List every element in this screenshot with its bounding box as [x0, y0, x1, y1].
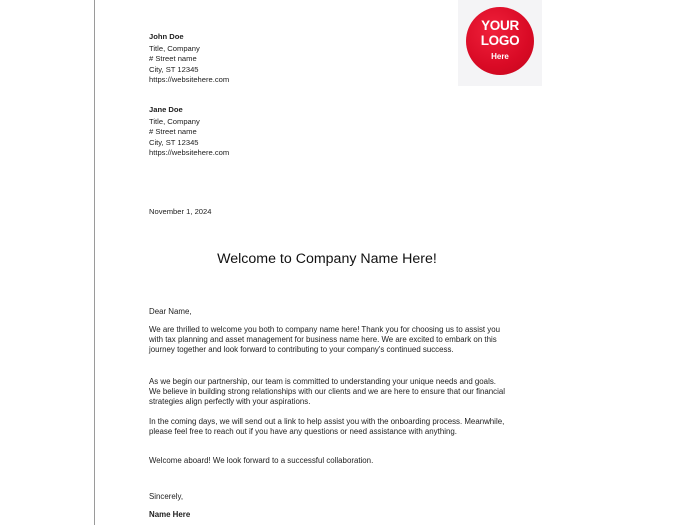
- paragraph-2: As we begin our partnership, our team is committed to understanding your unique needs and goals. We believe in building strong relationships with our clients and we are here to ensure that our financial strategies align perfectly with your aspirations.: [149, 377, 506, 407]
- recipient-title: Title, Company: [149, 116, 200, 126]
- recipient-website: https://websitehere.com: [149, 148, 230, 158]
- sender-website: https://websitehere.com: [149, 75, 230, 85]
- logo-line-3: Here: [491, 52, 509, 61]
- recipient-name: Jane Doe: [149, 105, 183, 114]
- paragraph-1: We are thrilled to welcome you both to company name here! Thank you for choosing us to assist you with tax planning and asset management for business name here. We are excited to embark on this journey together and look forward to contributing to your company's continued success.: [149, 325, 501, 355]
- logo-placeholder: [458, 0, 542, 86]
- letter-date: November 1, 2024: [149, 207, 212, 216]
- closing: Sincerely,: [149, 492, 184, 501]
- sender-city: City, ST 12345: [149, 64, 199, 74]
- salutation: Dear Name,: [149, 307, 192, 316]
- recipient-address-block: [149, 105, 229, 159]
- company-logo: [466, 7, 534, 75]
- sender-address-block: [149, 32, 229, 86]
- sender-title: Title, Company: [149, 43, 200, 53]
- recipient-city: City, ST 12345: [149, 137, 199, 147]
- sender-name: John Doe: [149, 32, 184, 41]
- paragraph-3: In the coming days, we will send out a link to help assist you with the onboarding process. Meanwhile, please feel free to reach out if you have any questions or need assistance with anything.: [149, 417, 505, 437]
- recipient-street: # Street name: [149, 127, 197, 137]
- paragraph-4: Welcome aboard! We look forward to a successful collaboration.: [149, 456, 374, 465]
- logo-line-2: LOGO: [480, 33, 520, 48]
- sender-street: # Street name: [149, 54, 197, 64]
- letter-heading: Welcome to Company Name Here!: [217, 251, 437, 267]
- logo-line-1: YOUR: [481, 18, 519, 33]
- signature-name: Name Here: [149, 510, 191, 519]
